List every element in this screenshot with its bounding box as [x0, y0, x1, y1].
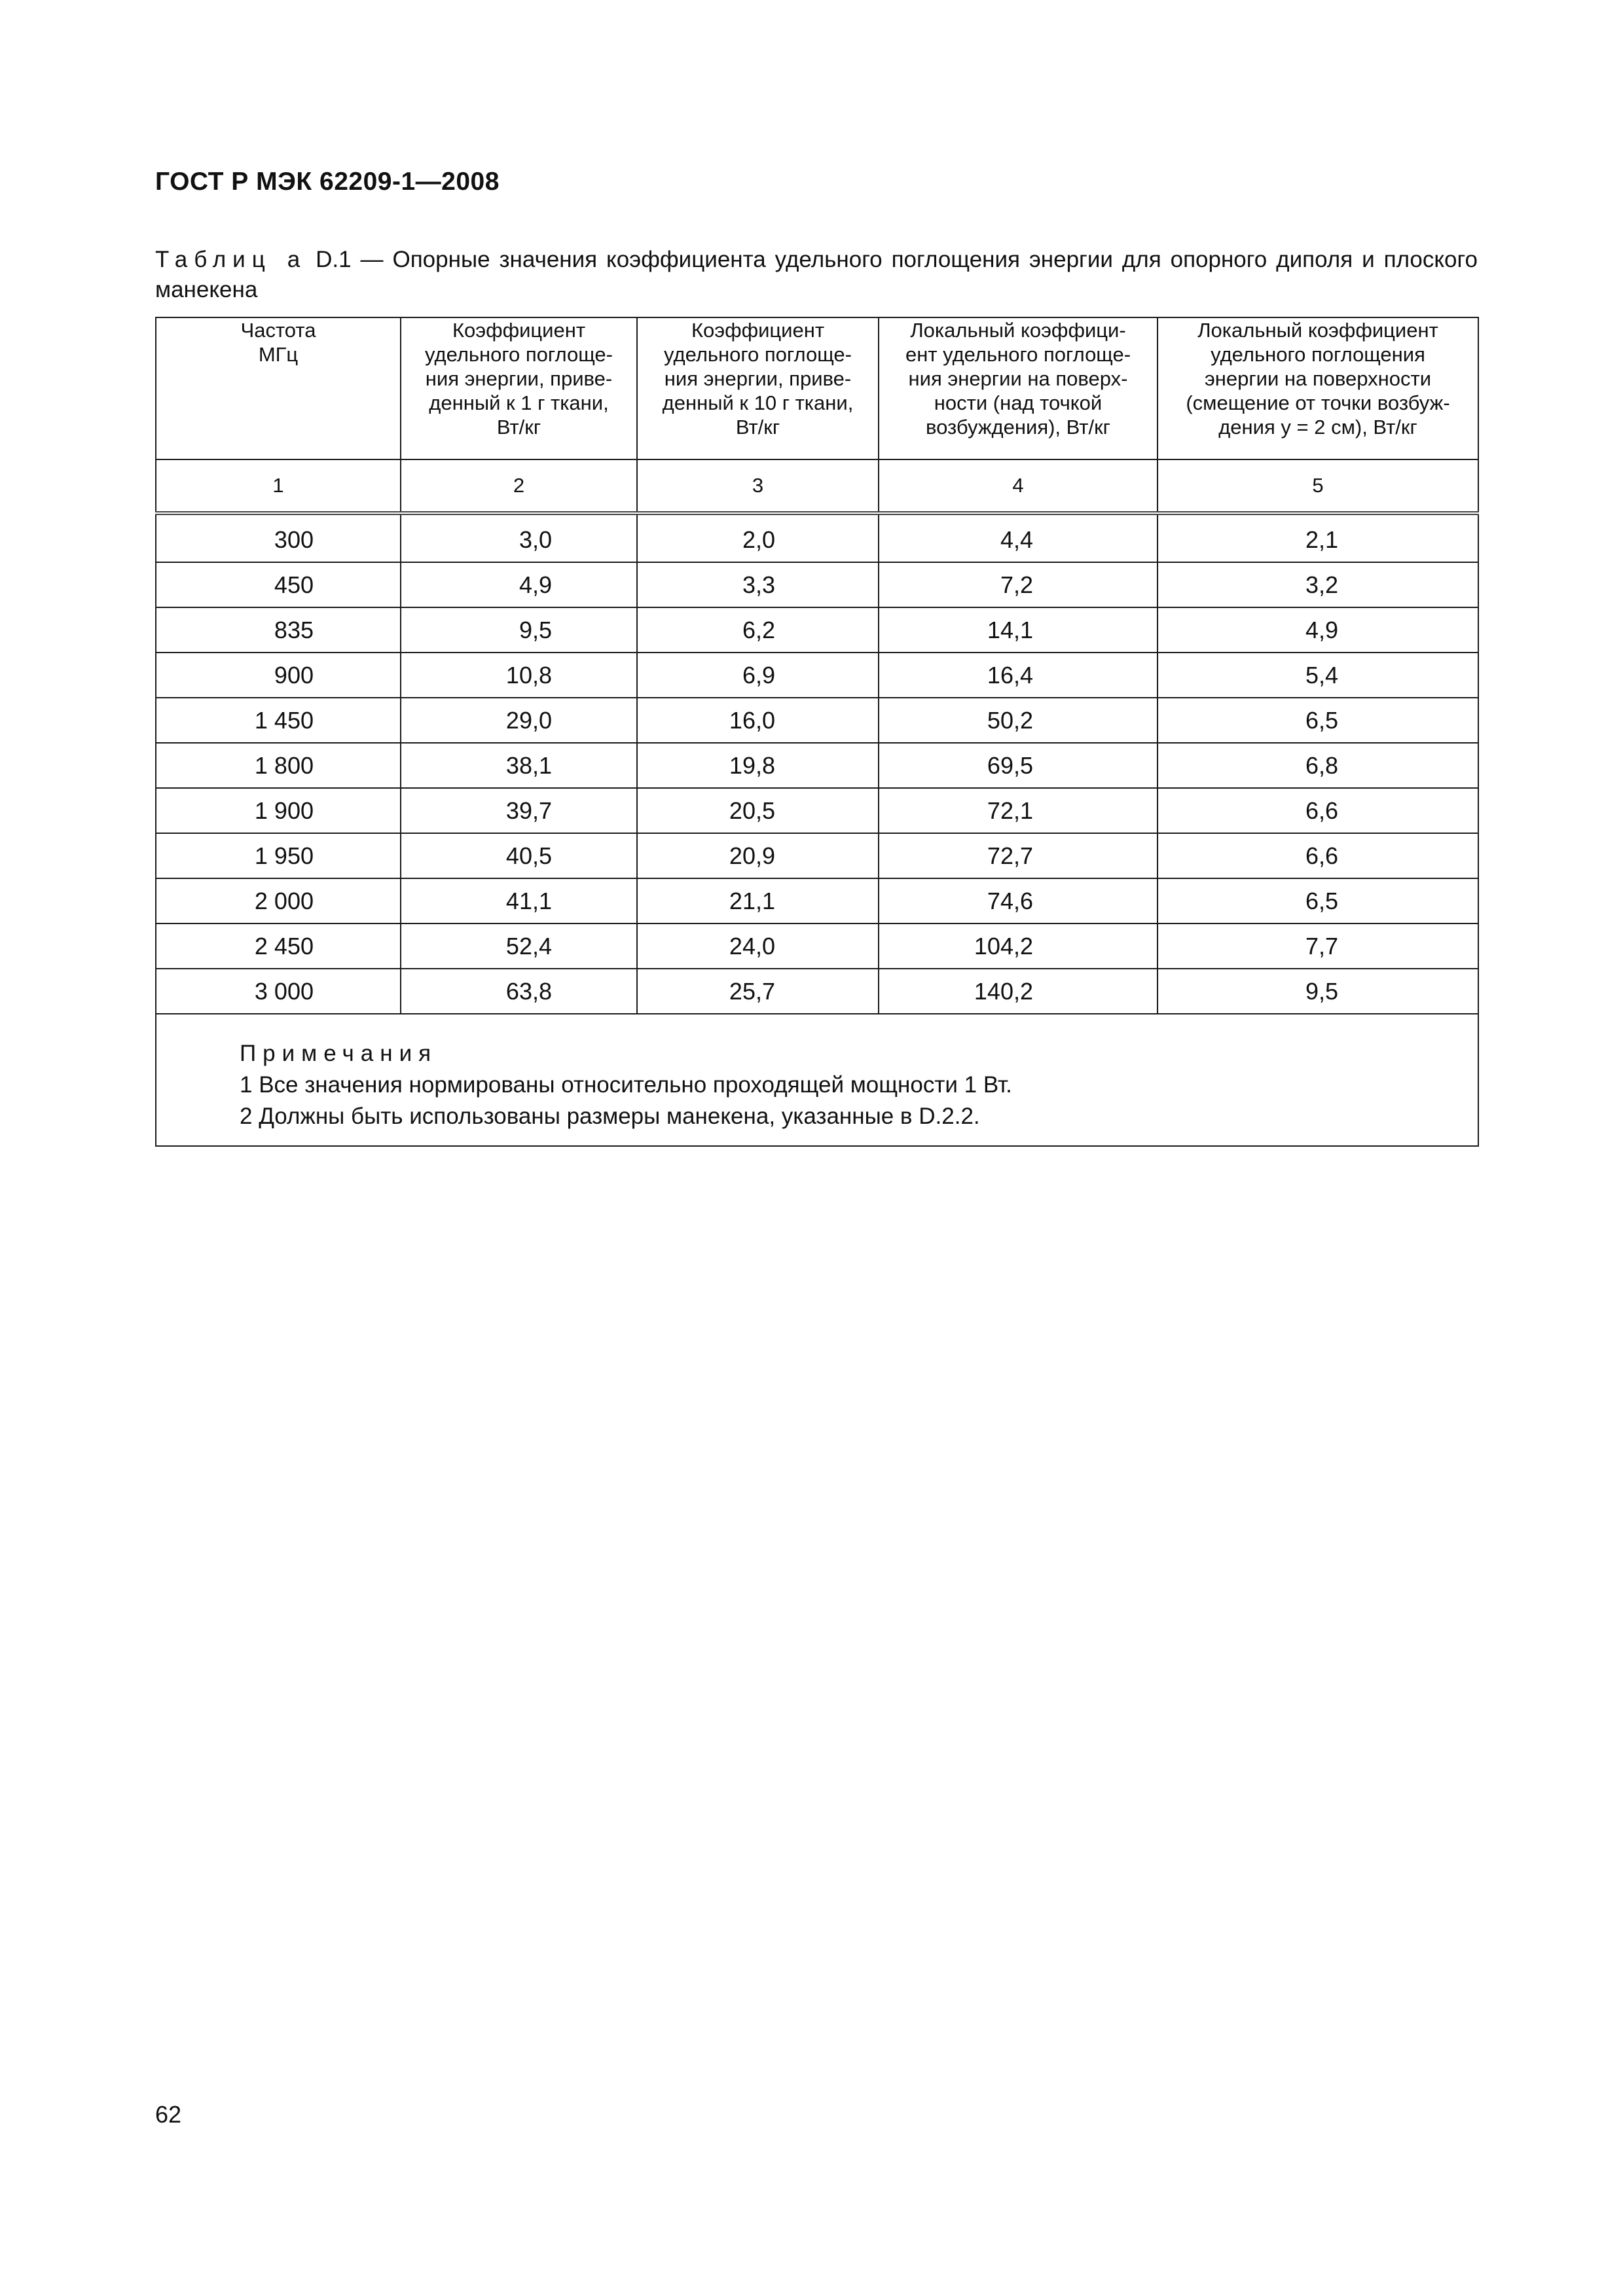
table-caption	[155, 245, 1478, 305]
column-number: 2	[401, 459, 637, 513]
table-row	[156, 513, 1478, 562]
table-cell: 2 000	[156, 878, 401, 924]
column-number: 1	[156, 459, 401, 513]
table-cell: 72,7	[879, 833, 1158, 878]
table-cell: 74,6	[879, 878, 1158, 924]
table-row	[156, 743, 1478, 788]
table-cell: 4,4	[879, 513, 1158, 562]
table-row	[156, 788, 1478, 833]
table-cell: 140,2	[879, 969, 1158, 1014]
header-local-sar-feed: Локальный коэффици- ент удельного поглоще- ния энергии на поверх- ности (над точкой возбуждения), Вт/кг	[879, 317, 1158, 459]
table-cell: 24,0	[637, 924, 879, 969]
table-cell: 6,9	[637, 653, 879, 698]
reference-sar-table	[155, 317, 1479, 1147]
table-cell: 300	[156, 513, 401, 562]
table-cell: 72,1	[879, 788, 1158, 833]
table-cell: 6,2	[637, 607, 879, 653]
table-row	[156, 878, 1478, 924]
table-cell: 4,9	[401, 562, 637, 607]
table-cell: 63,8	[401, 969, 637, 1014]
table-cell: 3,2	[1158, 562, 1478, 607]
table-cell: 29,0	[401, 698, 637, 743]
table-cell: 20,9	[637, 833, 879, 878]
table-cell: 6,6	[1158, 833, 1478, 878]
table-row	[156, 924, 1478, 969]
column-number: 4	[879, 459, 1158, 513]
caption-text: — Опорные значения коэффициента удельного поглощения энергии для опорного диполя и плоского манекена	[155, 247, 1478, 302]
notes-cell	[156, 1014, 1478, 1146]
table-cell: 19,8	[637, 743, 879, 788]
table-cell: 2,0	[637, 513, 879, 562]
header-row	[156, 317, 1478, 459]
table-cell: 20,5	[637, 788, 879, 833]
table-cell: 1 450	[156, 698, 401, 743]
table-cell: 41,1	[401, 878, 637, 924]
table-cell: 10,8	[401, 653, 637, 698]
table-row	[156, 833, 1478, 878]
table-cell: 38,1	[401, 743, 637, 788]
table-cell: 16,0	[637, 698, 879, 743]
note-item: 2 Должны быть использованы размеры манекена, указанные в D.2.2.	[240, 1103, 980, 1129]
column-number: 5	[1158, 459, 1478, 513]
header-sar-1g: Коэффициент удельного поглоще- ния энергии, приве- денный к 1 г ткани, Вт/кг	[401, 317, 637, 459]
table-cell: 6,6	[1158, 788, 1478, 833]
table-cell: 69,5	[879, 743, 1158, 788]
table-cell: 6,8	[1158, 743, 1478, 788]
caption-number: D.1	[316, 247, 352, 272]
table-cell: 25,7	[637, 969, 879, 1014]
column-number: 3	[637, 459, 879, 513]
table-row	[156, 562, 1478, 607]
table-row	[156, 698, 1478, 743]
table-cell: 4,9	[1158, 607, 1478, 653]
table-cell: 104,2	[879, 924, 1158, 969]
table-cell: 450	[156, 562, 401, 607]
table-cell: 14,1	[879, 607, 1158, 653]
document-header: ГОСТ Р МЭК 62209-1—2008	[155, 168, 500, 196]
table-cell: 9,5	[1158, 969, 1478, 1014]
table-cell: 835	[156, 607, 401, 653]
table-cell: 9,5	[401, 607, 637, 653]
table-cell: 39,7	[401, 788, 637, 833]
table-cell: 1 950	[156, 833, 401, 878]
table-cell: 1 800	[156, 743, 401, 788]
table-cell: 21,1	[637, 878, 879, 924]
header-frequency: Частота МГц	[156, 317, 401, 459]
table-cell: 50,2	[879, 698, 1158, 743]
page-number: 62	[155, 2101, 182, 2128]
table-cell: 3,0	[401, 513, 637, 562]
table-cell: 6,5	[1158, 698, 1478, 743]
table-cell: 2 450	[156, 924, 401, 969]
table-row	[156, 607, 1478, 653]
caption-label: Таблиц а	[155, 247, 307, 272]
table-cell: 40,5	[401, 833, 637, 878]
table-cell: 900	[156, 653, 401, 698]
table-cell: 7,2	[879, 562, 1158, 607]
table-cell: 6,5	[1158, 878, 1478, 924]
header-sar-10g: Коэффициент удельного поглоще- ния энергии, приве- денный к 10 г ткани, Вт/кг	[637, 317, 879, 459]
table-cell: 2,1	[1158, 513, 1478, 562]
table-cell: 1 900	[156, 788, 401, 833]
table-row	[156, 653, 1478, 698]
table-cell: 16,4	[879, 653, 1158, 698]
table-cell: 52,4	[401, 924, 637, 969]
table-row	[156, 969, 1478, 1014]
table-cell: 5,4	[1158, 653, 1478, 698]
table-cell: 7,7	[1158, 924, 1478, 969]
table-cell: 3,3	[637, 562, 879, 607]
notes-title: Примечания	[240, 1041, 438, 1066]
note-item: 1 Все значения нормированы относительно проходящей мощности 1 Вт.	[240, 1072, 1012, 1098]
header-local-sar-offset: Локальный коэффициент удельного поглощения энергии на поверхности (смещение от точки возбуж- дения y = 2 см), Вт/кг	[1158, 317, 1478, 459]
table-cell: 3 000	[156, 969, 401, 1014]
notes-row	[156, 1014, 1478, 1146]
column-number-row	[156, 459, 1478, 513]
